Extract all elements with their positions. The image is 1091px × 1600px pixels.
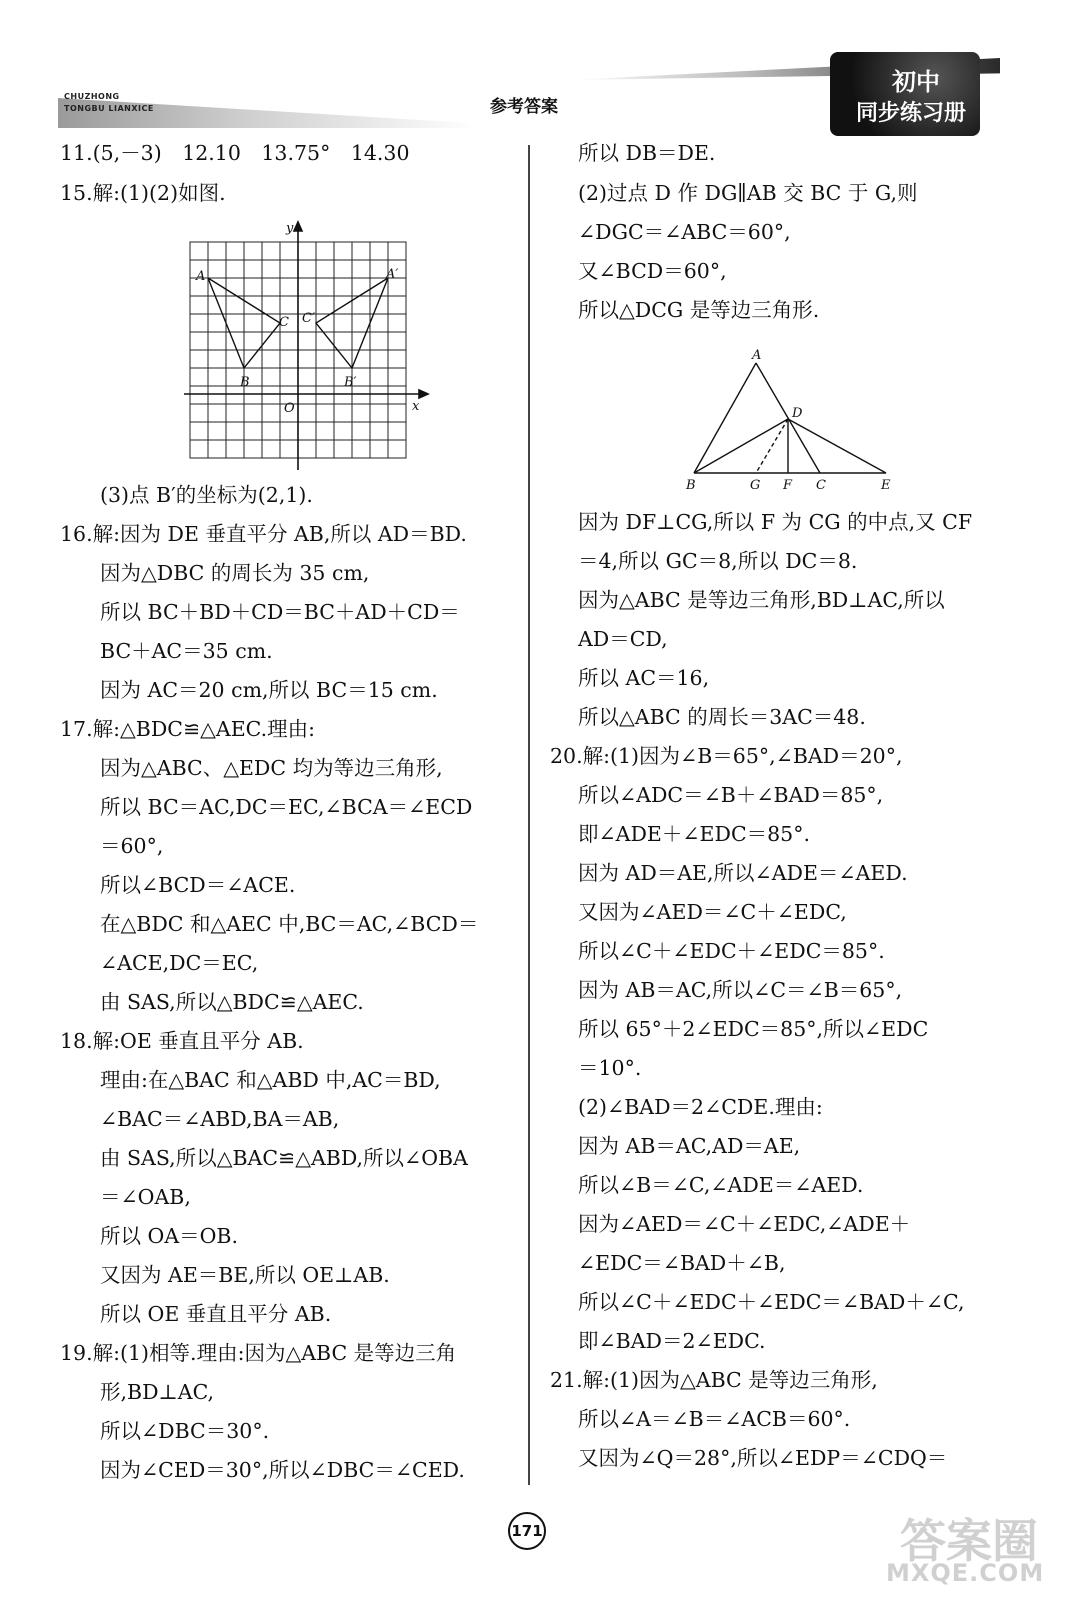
text-line: 又因为∠Q＝28°,所以∠EDP＝∠CDQ＝ (578, 1446, 948, 1470)
page-number-badge (508, 1512, 546, 1550)
label-c: C (816, 478, 826, 493)
column-divider (528, 145, 530, 1485)
text-line: 即∠ADE＋∠EDC＝85°. (578, 822, 810, 846)
segment-bd (694, 419, 788, 473)
text-line: 21.解:(1)因为△ABC 是等边三角形, (550, 1368, 878, 1392)
text-line: 所以 65°＋2∠EDC＝85°,所以∠EDC (578, 1017, 929, 1041)
text-line: 15.解:(1)(2)如图. (60, 181, 226, 205)
text-line: 所以∠C＋∠EDC＋∠EDC＝85°. (578, 939, 885, 963)
label-g: G (750, 478, 761, 493)
text-line: 所以△DCG 是等边三角形. (578, 298, 820, 322)
text-line: 11.(5,－3) 12.10 13.75° 14.30 (60, 141, 410, 165)
segment-de (788, 419, 886, 473)
label-a: A (752, 348, 762, 363)
text-line: 又因为∠AED＝∠C＋∠EDC, (578, 900, 847, 924)
section-title: 参考答案 (490, 97, 558, 117)
logo-line1: 初中 (892, 68, 940, 96)
text-line: ∠EDC＝∠BAD＋∠B, (578, 1251, 786, 1275)
series-banner-right (570, 52, 1000, 136)
text-line: 理由:在△BAC 和△ABD 中,AC＝BD, (100, 1068, 441, 1092)
page-number: 171 (511, 1522, 543, 1540)
label-y-axis: y (286, 221, 294, 236)
triangle-figure (680, 345, 910, 495)
text-line: 20.解:(1)因为∠B＝65°,∠BAD＝20°, (550, 744, 903, 768)
text-line: ＝4,所以 GC＝8,所以 DC＝8. (578, 549, 858, 573)
coordinate-grid-figure (180, 218, 440, 478)
text-line: 所以∠C＋∠EDC＋∠EDC＝∠BAD＋∠C, (578, 1290, 965, 1314)
text-line: (3)点 B′的坐标为(2,1). (100, 483, 313, 507)
text-line: 所以 BC＝AC,DC＝EC,∠BCA＝∠ECD (100, 795, 473, 819)
text-line: 又因为 AE＝BE,所以 OE⊥AB. (100, 1263, 390, 1287)
text-line: 因为∠CED＝30°,所以∠DBC＝∠CED. (100, 1458, 465, 1482)
text-line: 所以 DB＝DE. (578, 141, 716, 165)
text-line: 因为 AB＝AC,所以∠C＝∠B＝65°, (578, 978, 903, 1002)
label-a-prime: A′ (386, 267, 399, 282)
watermark-line1: 答案圈 (900, 1514, 1038, 1568)
segment-ab (694, 363, 756, 473)
series-latin-line1: CHUZHONG (64, 92, 120, 101)
page-footer (508, 1512, 546, 1550)
text-line: 由 SAS,所以△BAC≌△ABD,所以∠OBA (100, 1146, 468, 1170)
text-line: 19.解:(1)相等.理由:因为△ABC 是等边三角 (60, 1341, 457, 1365)
text-line: 因为 AC＝20 cm,所以 BC＝15 cm. (100, 678, 438, 702)
text-line: 因为△ABC 是等边三角形,BD⊥AC,所以 (578, 588, 945, 612)
label-a: A (196, 269, 206, 284)
text-line: 形,BD⊥AC, (100, 1380, 215, 1404)
text-line: 因为 AB＝AC,AD＝AE, (578, 1134, 801, 1158)
text-line: ＝∠OAB, (100, 1185, 191, 1209)
text-line: 16.解:因为 DE 垂直平分 AB,所以 AD＝BD. (60, 522, 467, 546)
text-line: 所以∠BCD＝∠ACE. (100, 873, 296, 897)
text-line: (2)过点 D 作 DG∥AB 交 BC 于 G,则 (578, 181, 918, 205)
series-latin-line2: TONGBU LIANXICE (64, 104, 154, 113)
text-line: 所以∠A＝∠B＝∠ACB＝60°. (578, 1407, 851, 1431)
text-line: BC＋AC＝35 cm. (100, 639, 273, 663)
text-line: 即∠BAD＝2∠EDC. (578, 1329, 766, 1353)
text-line: 因为 AD＝AE,所以∠ADE＝∠AED. (578, 861, 908, 885)
text-line: ∠BAC＝∠ABD,BA＝AB, (100, 1107, 340, 1131)
series-logo (830, 52, 980, 136)
text-line: 因为 DF⊥CG,所以 F 为 CG 的中点,又 CF (578, 510, 973, 534)
text-line: 由 SAS,所以△BDC≌△AEC. (100, 990, 364, 1014)
text-line: 18.解:OE 垂直且平分 AB. (60, 1029, 304, 1053)
label-b: B (240, 375, 250, 390)
label-c-prime: C′ (302, 311, 315, 326)
text-line: (2)∠BAD＝2∠CDE.理由: (578, 1095, 823, 1119)
text-line: ∠DGC＝∠ABC＝60°, (578, 220, 791, 244)
watermark-line2: MXQE.COM (886, 1559, 1045, 1587)
text-line: 17.解:△BDC≌△AEC.理由: (60, 717, 316, 741)
text-line: ＝60°, (100, 834, 164, 858)
series-banner-left (58, 88, 478, 130)
label-d: D (792, 406, 803, 421)
text-line: 所以∠B＝∠C,∠ADE＝∠AED. (578, 1173, 864, 1197)
text-line: 所以 OA＝OB. (100, 1224, 239, 1248)
logo-line2: 同步练习册 (855, 101, 966, 126)
label-c: C (279, 315, 289, 330)
label-x-axis: x (412, 399, 420, 414)
label-b: B (686, 478, 696, 493)
label-e: E (881, 478, 891, 493)
segment-dg (756, 419, 788, 473)
text-line: 所以∠ADC＝∠B＋∠BAD＝85°, (578, 783, 884, 807)
text-line: 所以 OE 垂直且平分 AB. (100, 1302, 332, 1326)
banner-band (58, 98, 478, 128)
page-header (0, 0, 1091, 140)
text-line: 因为△ABC、△EDC 均为等边三角形, (100, 756, 443, 780)
text-line: 所以△ABC 的周长＝3AC＝48. (578, 705, 866, 729)
text-line: ∠ACE,DC＝EC, (100, 951, 259, 975)
text-line: 因为∠AED＝∠C＋∠EDC,∠ADE＋ (578, 1212, 911, 1236)
label-origin: O (284, 401, 295, 416)
label-f: F (783, 478, 793, 493)
text-line: 所以 AC＝16, (578, 666, 710, 690)
text-line: ＝10°. (578, 1056, 642, 1080)
text-line: 又∠BCD＝60°, (578, 259, 727, 283)
watermark (880, 1505, 1080, 1595)
text-line: 所以∠DBC＝30°. (100, 1419, 270, 1443)
text-line: 因为△DBC 的周长为 35 cm, (100, 561, 370, 585)
text-line: 所以 BC＋BD＋CD＝BC＋AD＋CD＝ (100, 600, 460, 624)
text-line: AD＝CD, (578, 627, 668, 651)
text-line: 在△BDC 和△AEC 中,BC＝AC,∠BCD＝ (100, 912, 479, 936)
label-b-prime: B′ (344, 375, 357, 390)
